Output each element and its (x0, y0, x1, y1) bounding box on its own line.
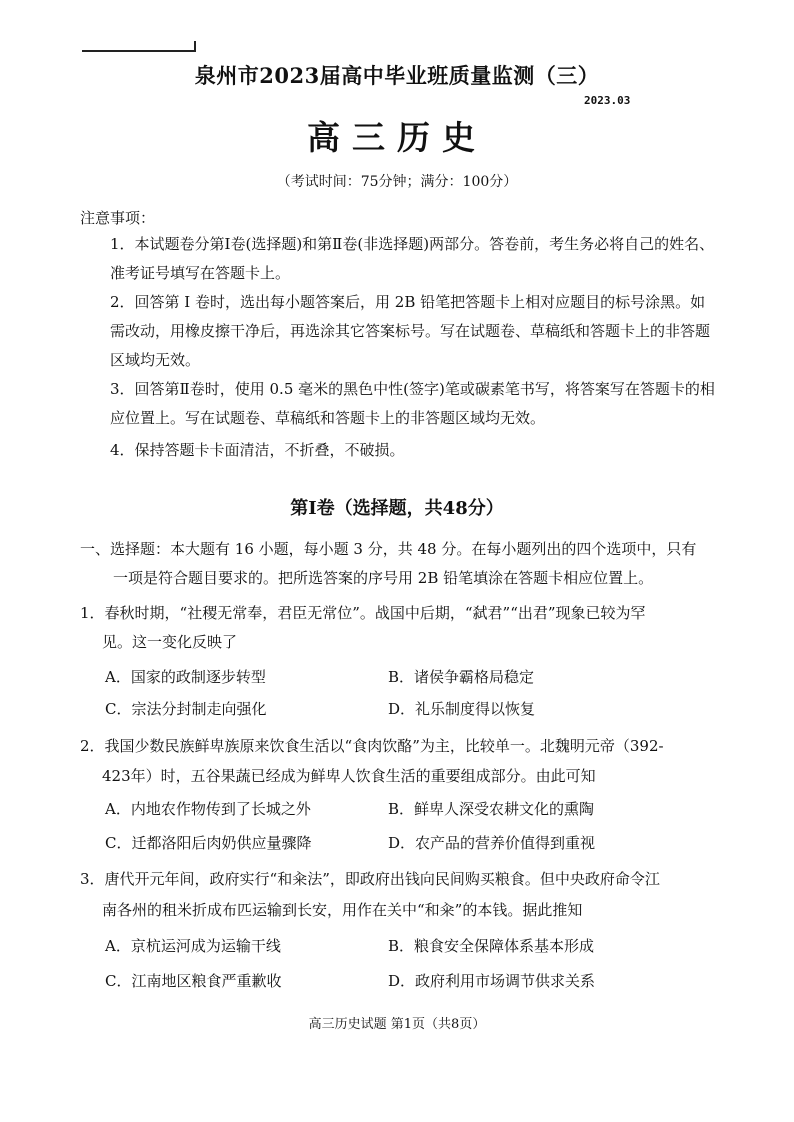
question-option: D．农产品的营养价值得到重视 (388, 834, 596, 852)
question-option: B．鲜卑人深受农耕文化的熏陶 (388, 800, 595, 818)
section-instruction: 一、选择题：本大题有 16 小题，每小题 3 分，共 48 分。在每小题列出的四个选项中，只有 (80, 540, 697, 558)
question-option: C．宗法分封制走向强化 (105, 700, 267, 718)
exam-date: 2023.03 (584, 94, 631, 107)
notice-item: 2．回答第 Ⅰ 卷时，选出每小题答案后，用 2B 铅笔把答题卡上相对应题目的标号涂黑。如需改动，用橡皮擦干净后，再选涂其它答案标号。写在试题卷、草稿纸和答题卡上的非答题区域均无效。 (110, 293, 711, 369)
notice-item: 4．保持答题卡卡面清洁，不折叠，不破损。 (110, 441, 405, 459)
question-option: A．国家的政制逐步转型 (105, 668, 266, 686)
question-option: B．诸侯争霸格局稳定 (388, 668, 535, 686)
question-stem: 1．春秋时期，“社稷无常奉，君臣无常位”。战国中后期，“弑君”“出君”现象已较为罕 (80, 604, 646, 622)
scan-mark-tick (194, 41, 196, 52)
question-stem: 3．唐代开元年间，政府实行“和籴法”，即政府出钱向民间购买粮食。但中央政府命令江 (80, 870, 660, 888)
question-option: A．内地农作物传到了长城之外 (105, 800, 311, 818)
question-stem: 南各州的租米折成布匹运输到长安，用作在关中“和籴”的本钱。据此推知 (102, 901, 583, 919)
notice-title: 注意事项： (80, 209, 156, 227)
question-option: B．粮食安全保障体系基本形成 (388, 937, 595, 955)
question-option: C．江南地区粮食严重歉收 (105, 972, 282, 990)
question-stem: 423年）时，五谷果蔬已经成为鲜卑人饮食生活的重要组成部分。由此可知 (102, 767, 596, 785)
section-title: 第Ⅰ卷（选择题，共48分） (290, 498, 504, 519)
question-stem: 2．我国少数民族鲜卑族原来饮食生活以“食肉饮酪”为主，比较单一。北魏明元帝（392- (80, 737, 664, 755)
page-footer: 高三历史试题 第1页（共8页） (308, 1017, 486, 1032)
section-instruction: 一项是符合题目要求的。把所选答案的序号用 2B 铅笔填涂在答题卡相应位置上。 (113, 569, 654, 587)
subject-title: 高三历史 (307, 118, 487, 157)
question-option: D．礼乐制度得以恢复 (388, 700, 536, 718)
question-option: A．京杭运河成为运输干线 (105, 937, 281, 955)
notice-item: 1．本试题卷分第Ⅰ卷(选择题)和第Ⅱ卷(非选择题)两部分。答卷前，考生务必将自己的姓名、准考证号填写在答题卡上。 (110, 235, 715, 282)
question-stem: 见。这一变化反映了 (102, 633, 238, 651)
question-option: C．迁都洛阳后肉奶供应量骤降 (105, 834, 312, 852)
scan-mark (82, 50, 194, 52)
exam-title: 泉州市2023届高中毕业班质量监测（三） (194, 63, 600, 88)
notice-item: 3．回答第Ⅱ卷时，使用 0.5 毫米的黑色中性(签字)笔或碳素笔书写，将答案写在答题卡的相应位置上。写在试题卷、草稿纸和答题卡上的非答题区域均无效。 (110, 380, 715, 427)
exam-info: （考试时间：75分钟；满分：100分） (276, 174, 518, 190)
question-option: D．政府利用市场调节供求关系 (388, 972, 596, 990)
